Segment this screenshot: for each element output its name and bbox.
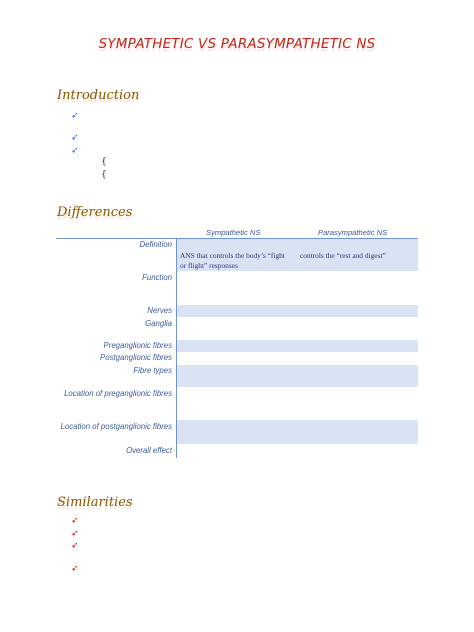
row-band-fibre-types xyxy=(177,365,418,387)
lightning-bullet-icon: ➶ xyxy=(71,564,79,574)
differences-heading: Differences xyxy=(57,205,133,220)
similarities-heading: Similarities xyxy=(57,495,133,510)
table-row-label: Location of preganglionic fibres xyxy=(64,389,172,398)
lightning-bullet-icon: ➶ xyxy=(71,516,79,526)
column-header-parasympathetic: Parasympathetic NS xyxy=(318,228,388,237)
column-header-sympathetic: Sympathetic NS xyxy=(206,228,261,237)
definition-sympathetic-cell: ANS that controls the body’s “fight or flight” responses xyxy=(180,251,285,270)
introduction-heading: Introduction xyxy=(57,88,140,103)
table-row-label: Nerves xyxy=(147,306,172,315)
table-row-label: Location of postganglionic fibres xyxy=(60,422,172,431)
lightning-bullet-icon: ➶ xyxy=(71,541,79,551)
table-row-label: Postganglionic fibres xyxy=(100,353,172,362)
lightning-bullet-icon: ➶ xyxy=(71,529,79,539)
row-band-postganglionic-location xyxy=(177,420,418,444)
table-row-label: Definition xyxy=(139,240,172,249)
brace-bullet-icon: { xyxy=(101,170,107,180)
lightning-bullet-icon: ➶ xyxy=(71,146,79,156)
table-row-label: Overall effect xyxy=(126,446,172,455)
row-band-preganglionic xyxy=(177,340,418,352)
table-row-label: Preganglionic fibres xyxy=(103,341,172,350)
table-row-label: Function xyxy=(142,273,172,282)
page-title: SYMPATHETIC VS PARASYMPATHETIC NS xyxy=(98,36,376,52)
brace-bullet-icon: { xyxy=(101,157,107,167)
row-band-nerves xyxy=(177,305,418,317)
lightning-bullet-icon: ➶ xyxy=(71,111,79,121)
table-row-label: Ganglia xyxy=(145,319,172,328)
lightning-bullet-icon: ➶ xyxy=(71,133,79,143)
table-row-label: Fibre types xyxy=(133,366,172,375)
definition-parasympathetic-cell: controls the “rest and digest” xyxy=(300,251,386,260)
